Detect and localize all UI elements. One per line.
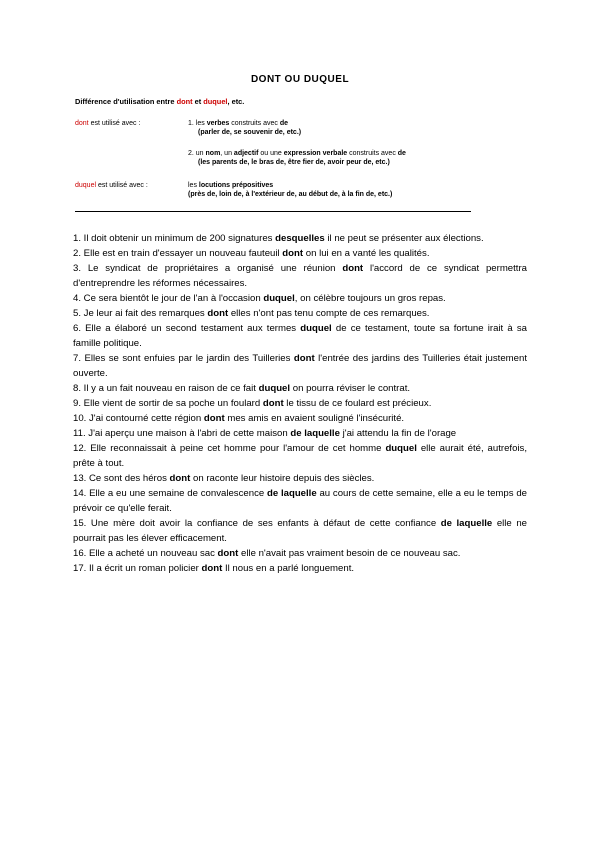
exercise-keyword: dont xyxy=(201,563,223,574)
exercise-text: 10. J'ai contourné cette région xyxy=(73,413,204,424)
exercise-list xyxy=(73,231,527,576)
page-title: DONT OU DUQUEL xyxy=(250,74,350,85)
exercise-text: mes amis en avaient souligné l'insécurité. xyxy=(224,413,405,424)
exercise-item xyxy=(73,441,527,471)
exercise-text: de ce testament, toute sa fortune irait à sa famille politique. xyxy=(73,323,527,349)
exercise-item xyxy=(73,321,527,351)
exercise-text: il ne peut se présenter aux élections. xyxy=(324,233,484,244)
exercise-text: 13. Ce sont des héros xyxy=(73,473,170,484)
exercise-text: 9. Elle vient de sortir de sa poche un foulard xyxy=(73,398,263,409)
exercise-text: l'accord de ce syndicat permettra d'entreprendre les réformes nécessaires. xyxy=(73,263,528,289)
exercise-text: 1. Il doit obtenir un minimum de 200 signatures xyxy=(73,233,276,244)
rule-verbs: 1. les verbes construits avec de xyxy=(188,120,289,127)
exercise-text: 3. Le syndicat de propriétaires a organisé une réunion xyxy=(73,263,343,274)
exercise-text: elle ne pourrait pas les élever efficacement. xyxy=(73,518,527,544)
exercise-item xyxy=(73,486,527,516)
exercise-text: 8. Il y a un fait nouveau en raison de ce fait xyxy=(73,383,259,394)
exercise-text: 12. Elle reconnaissait à peine cet homme pour l'amour de cet homme xyxy=(73,443,386,454)
divider xyxy=(75,211,471,212)
exercise-keyword: de laquelle xyxy=(266,488,317,499)
exercise-text: j'ai attendu la fin de l'orage xyxy=(339,428,457,439)
exercise-text: 11. J'ai aperçu une maison à l'abri de cette maison xyxy=(73,428,291,439)
exercise-item xyxy=(73,261,527,291)
rule-nouns-examples: (les parents de, le bras de, être fier de, avoir peur de, etc.) xyxy=(198,159,390,166)
exercise-keyword: dont xyxy=(293,353,315,364)
exercise-keyword: dont xyxy=(169,473,191,484)
exercise-item xyxy=(73,246,527,261)
exercise-keyword: dont xyxy=(282,248,304,259)
exercise-keyword: duquel xyxy=(263,293,295,304)
exercise-text: 4. Ce sera bientôt le jour de l'an à l'occasion xyxy=(73,293,264,304)
exercise-text: au cours de cette semaine, elle a eu le temps de prévoir ce qu'elle ferait. xyxy=(73,488,527,514)
duquel-label: duquel est utilisé avec : xyxy=(75,182,148,189)
exercise-text: 16. Elle a acheté un nouveau sac xyxy=(73,548,218,559)
exercise-text: l'entrée des jardins des Tuilleries était justement ouverte. xyxy=(73,353,527,379)
exercise-text: le tissu de ce foulard est précieux. xyxy=(283,398,432,409)
rule-locutions: les locutions prépositives xyxy=(188,182,274,189)
exercise-item xyxy=(73,396,527,411)
exercise-text: elles n'ont pas tenu compte de ces remarques. xyxy=(228,308,430,319)
exercise-text: 2. Elle est en train d'essayer un nouveau fauteuil xyxy=(73,248,283,259)
exercise-text: 6. Elle a élaboré un second testament aux termes xyxy=(73,323,301,334)
dont-label: dont est utilisé avec : xyxy=(75,120,141,127)
exercise-text: elle n'avait pas vraiment besoin de ce nouveau sac. xyxy=(238,548,461,559)
exercise-text: elle aurait été, autrefois, prête à tout. xyxy=(73,443,528,469)
exercise-keyword: dont xyxy=(262,398,284,409)
exercise-text: on raconte leur histoire depuis des siècles. xyxy=(190,473,375,484)
exercise-item xyxy=(73,306,527,321)
exercise-item xyxy=(73,381,527,396)
exercise-keyword: desquelles xyxy=(275,233,325,244)
exercise-item xyxy=(73,471,527,486)
exercise-item xyxy=(73,231,527,246)
exercise-text: 5. Je leur ai fait des remarques xyxy=(73,308,208,319)
exercise-item xyxy=(73,561,527,576)
exercise-item xyxy=(73,351,527,381)
exercise-item xyxy=(73,516,527,546)
exercise-text: 7. Elles se sont enfuies par le jardin des Tuilleries xyxy=(73,353,294,364)
exercise-item xyxy=(73,426,527,441)
exercise-text: on pourra réviser le contrat. xyxy=(290,383,411,394)
exercise-text: 17. Il a écrit un roman policier xyxy=(73,563,202,574)
exercise-keyword: dont xyxy=(203,413,225,424)
rule-verbs-examples: (parler de, se souvenir de, etc.) xyxy=(198,129,302,136)
exercise-text: 15. Une mère doit avoir la confiance de ses enfants à défaut de cette confiance xyxy=(73,518,441,529)
exercise-keyword: dont xyxy=(342,263,364,274)
summary-heading: Différence d'utilisation entre dont et duquel, etc. xyxy=(75,97,245,106)
exercise-item xyxy=(73,411,527,426)
exercise-keyword: duquel xyxy=(385,443,417,454)
exercise-keyword: dont xyxy=(217,548,239,559)
exercise-text: 14. Elle a eu une semaine de convalescence xyxy=(73,488,267,499)
exercise-keyword: de laquelle xyxy=(440,518,493,529)
exercise-text: , on célèbre toujours un gros repas. xyxy=(294,293,446,304)
exercise-keyword: duquel xyxy=(300,323,332,334)
rule-locutions-examples: (près de, loin de, à l'extérieur de, au début de, à la fin de, etc.) xyxy=(188,191,393,198)
exercise-keyword: dont xyxy=(207,308,229,319)
exercise-text: Il nous en a parlé longuement. xyxy=(222,563,355,574)
exercise-text: on lui en a vanté les qualités. xyxy=(303,248,430,259)
rule-nouns: 2. un nom, un adjectif ou une expression verbale construits avec de xyxy=(188,150,406,157)
exercise-keyword: de laquelle xyxy=(290,428,340,439)
exercise-item xyxy=(73,291,527,306)
exercise-keyword: duquel xyxy=(258,383,291,394)
exercise-item xyxy=(73,546,527,561)
